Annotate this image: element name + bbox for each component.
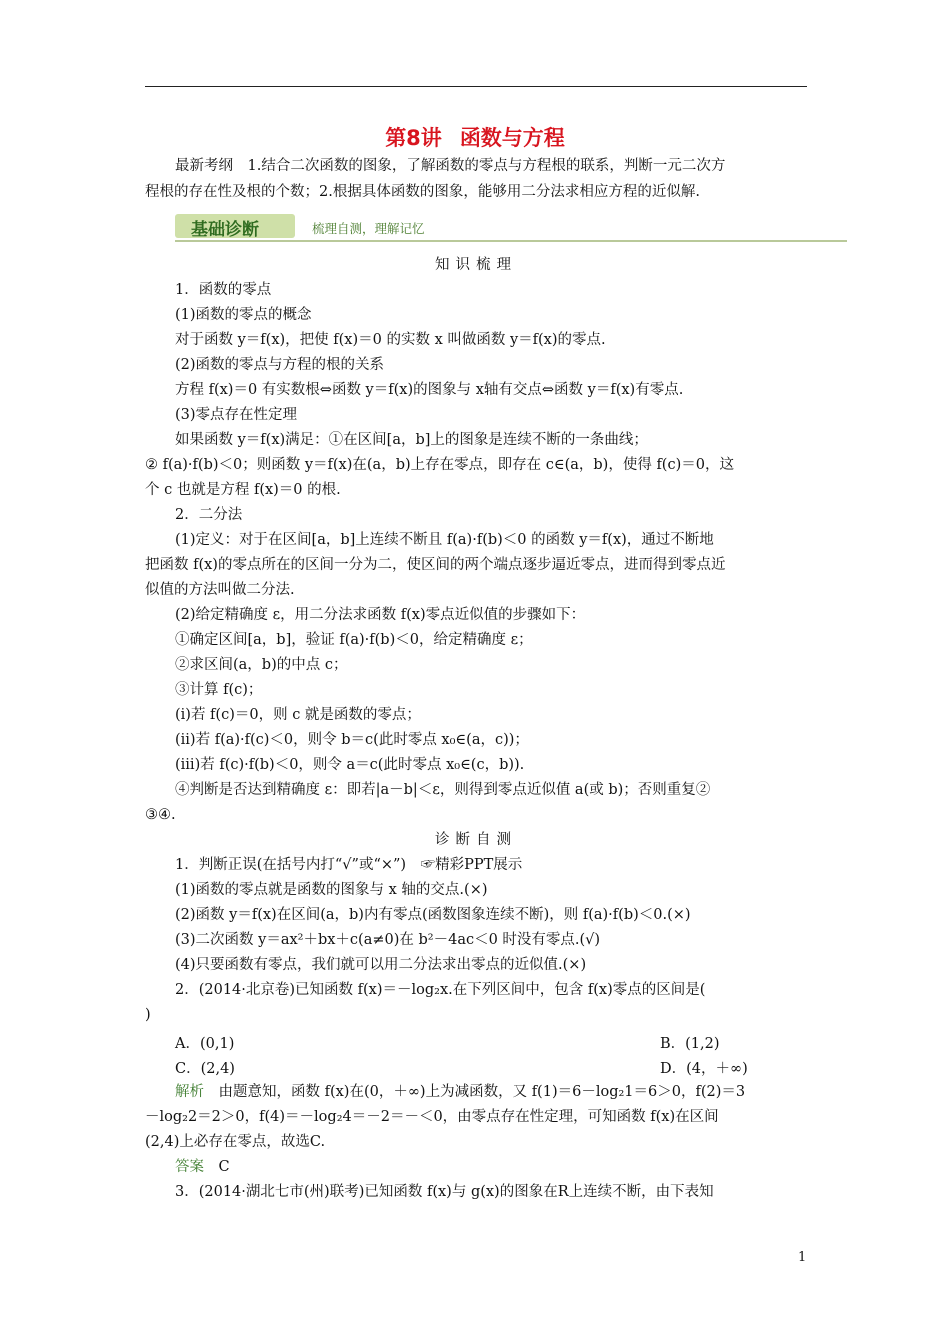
section-band: [175, 214, 847, 242]
page-title: [0, 122, 950, 152]
text-line: ②求区间(a，b)的中点 c；: [175, 657, 348, 673]
analysis-line: [145, 1082, 807, 1102]
problem-3: 3．(2014·湖北七市(州)联考)已知函数 f(x)与 g(x)的图象在R上连续不断，由下表知: [175, 1184, 714, 1200]
text-line: (1)定义：对于在区间[a，b]上连续不断且 f(a)·f(b)＜0 的函数 y＝f(x)，通过不断地: [175, 532, 714, 548]
text-line: 对于函数 y＝f(x)，把使 f(x)＝0 的实数 x 叫做函数 y＝f(x)的零点.: [175, 332, 606, 348]
text-line: 1．函数的零点: [175, 282, 272, 298]
text-line: ④判断是否达到精确度 ε：即若|a－b|＜ε，则得到零点近似值 a(或 b)；否则重复②: [175, 782, 711, 798]
answer-line: [145, 1157, 807, 1177]
option-a: A．(0,1): [175, 1036, 235, 1052]
text-line: 2．二分法: [175, 507, 243, 523]
text-line: (1)函数的零点就是函数的图象与 x 轴的交点.(×): [175, 882, 488, 898]
intro-line: 程根的存在性及根的个数；2.根据具体函数的图象，能够用二分法求相应方程的近似解.: [145, 184, 700, 200]
lecture-topic: 函数与方程: [459, 126, 565, 150]
text-line: 个 c 也就是方程 f(x)＝0 的根.: [145, 482, 341, 498]
header-rule: [145, 86, 807, 87]
section-subtitle: 梳理自测，理解记忆: [312, 221, 425, 236]
text-line: ): [145, 1007, 151, 1023]
page-number: 1: [798, 1250, 807, 1265]
text-line: 把函数 f(x)的零点所在的区间一分为二，使区间的两个端点逐步逼近零点，进而得到零点近: [145, 557, 726, 573]
text-line: (ⅲ)若 f(c)·f(b)＜0，则令 a＝c(此时零点 x₀∈(c，b)).: [175, 757, 525, 773]
text-line: ③计算 f(c)；: [175, 682, 263, 698]
analysis-text: 由题意知，函数 f(x)在(0，＋∞)上为减函数，又 f(1)＝6－log₂1＝6＞0，f(2)＝3: [218, 1084, 746, 1100]
analysis-label: 解析: [175, 1084, 204, 1100]
option-c: C．(2,4): [175, 1061, 235, 1077]
text-line: 2．(2014·北京卷)已知函数 f(x)＝－log₂x.在下列区间中，包含 f(x)零点的区间是(: [175, 982, 706, 998]
section-title: 基础诊断: [191, 220, 259, 240]
text-line: 如果函数 y＝f(x)满足：①在区间[a，b]上的图象是连续不断的一条曲线；: [175, 432, 648, 448]
intro-line: 最新考纲 1.结合二次函数的图象，了解函数的零点与方程根的联系，判断一元二次方: [175, 158, 726, 174]
text-line: (4)只要函数有零点，我们就可以用二分法求出零点的近似值.(×): [175, 957, 587, 973]
text-line: ② f(a)·f(b)＜0；则函数 y＝f(x)在(a，b)上存在零点，即存在 c∈(a，b)，使得 f(c)＝0，这: [145, 457, 734, 473]
lecture-number: 第8讲: [385, 126, 442, 150]
text-line: 似值的方法叫做二分法.: [145, 582, 295, 598]
text-line: (2)给定精确度 ε，用二分法求函数 f(x)零点近似值的步骤如下：: [175, 607, 586, 623]
answer-label: 答案: [175, 1159, 204, 1175]
text-line: (3)零点存在性定理: [175, 407, 298, 423]
analysis-line: －log₂2＝2＞0，f(4)＝－log₂4＝－2＝－＜0，由零点存在性定理，可知函数 f(x)在区间: [145, 1109, 719, 1125]
text-line: (1)函数的零点的概念: [175, 307, 312, 323]
text-line: (2)函数的零点与方程的根的关系: [175, 357, 385, 373]
answer-value: C: [218, 1159, 230, 1175]
text-line: (ⅰ)若 f(c)＝0，则 c 就是函数的零点；: [175, 707, 421, 723]
text-line: 1．判断正误(在括号内打“√”或“×”) ☞精彩PPT展示: [175, 857, 523, 873]
text-line: (ⅱ)若 f(a)·f(c)＜0，则令 b＝c(此时零点 x₀∈(a，c))；: [175, 732, 529, 748]
knowledge-heading: 知识梳理: [435, 257, 517, 273]
option-d: D．(4，＋∞): [660, 1061, 748, 1077]
analysis-line: (2,4)上必存在零点，故选C.: [145, 1134, 326, 1150]
option-b: B．(1,2): [660, 1036, 720, 1052]
diagnosis-heading: 诊断自测: [435, 832, 517, 848]
text-line: (2)函数 y＝f(x)在区间(a，b)内有零点(函数图象连续不断)，则 f(a)·f(b)＜0.(×): [175, 907, 691, 923]
text-line: ③④.: [145, 807, 176, 823]
text-line: 方程 f(x)＝0 有实数根⇔函数 y＝f(x)的图象与 x轴有交点⇔函数 y＝f(x)有零点.: [175, 382, 684, 398]
text-line: (3)二次函数 y＝ax²＋bx＋c(a≠0)在 b²－4ac＜0 时没有零点.(√): [175, 932, 601, 948]
text-line: ①确定区间[a，b]，验证 f(a)·f(b)＜0，给定精确度 ε；: [175, 632, 533, 648]
